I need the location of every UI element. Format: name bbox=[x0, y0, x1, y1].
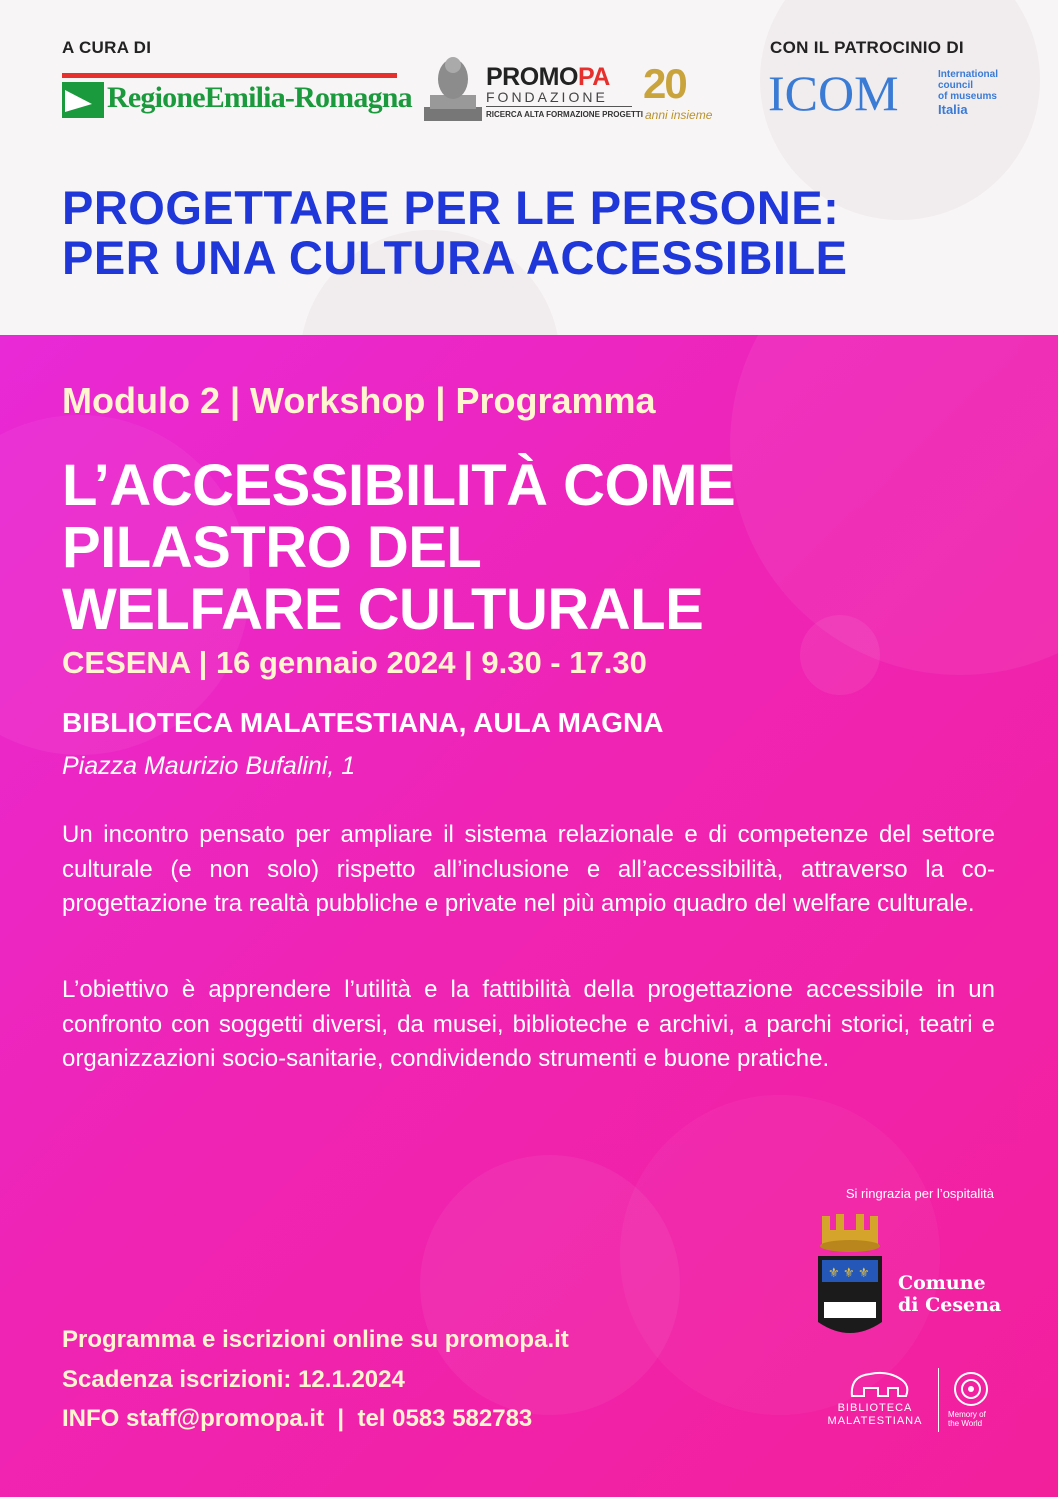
regione-emilia-romagna-logo: RegioneEmilia-Romagna bbox=[62, 70, 397, 120]
promopa-logo: PROMOPA FONDAZIONE RICERCA ALTA FORMAZIONE PROGETTI 20 anni insieme bbox=[424, 55, 724, 125]
event-date: CESENA | 16 gennaio 2024 | 9.30 - 17.30 bbox=[62, 645, 647, 680]
objective-paragraph: L’obiettivo è apprendere l’utilità e la fattibilità della progettazione accessibile in un confronto con soggetti diversi, da musei, biblioteche e archivi, a parchi storici, teatri e organizzazioni socio-sanitarie, condividendo strumenti e buone pratiche. bbox=[62, 976, 995, 1072]
svg-text:⚜: ⚜ bbox=[828, 1266, 840, 1281]
memory-of-the-world-icon bbox=[952, 1370, 990, 1408]
registration-deadline: Scadenza iscrizioni: 12.1.2024 bbox=[62, 1366, 405, 1393]
workshop-title: L’ACCESSIBILITÀ COME PILASTRO DEL WELFARE CULTURALE bbox=[62, 453, 736, 642]
biblioteca-malatestiana-logo: BIBLIOTECA MALATESTIANA Memory of the World bbox=[818, 1366, 998, 1436]
event-address: Piazza Maurizio Bufalini, 1 bbox=[62, 752, 356, 780]
icom-logo: ICOM International council of museums Italia bbox=[768, 65, 999, 121]
curated-by-label: A CURA DI bbox=[62, 38, 152, 57]
header-area bbox=[0, 0, 1058, 335]
elephant-icon bbox=[848, 1366, 912, 1400]
event-venue: BIBLIOTECA MALATESTIANA, AULA MAGNA bbox=[62, 707, 664, 738]
comune-di-cesena-logo: Comune di Cesena bbox=[898, 1272, 1002, 1316]
thanks-label: Si ringrazia per l’ospitalità bbox=[845, 1186, 994, 1201]
svg-text:⚜: ⚜ bbox=[858, 1266, 870, 1281]
description-paragraph: Un incontro pensato per ampliare il sistema relazionale e di competenze del settore culturale (e non solo) rispetto all’inclusione e all’accessibilità, attraverso la co-progettazione tra realtà pubbliche e private nel più ampio quadro del welfare culturale. bbox=[62, 821, 995, 917]
coat-of-arms-icon bbox=[814, 1212, 886, 1344]
registration-link-text: Programma e iscrizioni online su promopa.it bbox=[62, 1326, 569, 1353]
patronage-label: CON IL PATROCINIO DI bbox=[770, 38, 964, 57]
contact-info: INFO staff@promopa.it | tel 0583 582783 bbox=[62, 1405, 533, 1432]
svg-text:⚜: ⚜ bbox=[843, 1266, 855, 1281]
region-flag-icon bbox=[62, 82, 104, 118]
statue-icon bbox=[424, 55, 482, 121]
page-title: PROGETTARE PER LE PERSONE: PER UNA CULTURA ACCESSIBILE bbox=[62, 181, 848, 284]
module-line: Modulo 2 | Workshop | Programma bbox=[62, 380, 656, 421]
